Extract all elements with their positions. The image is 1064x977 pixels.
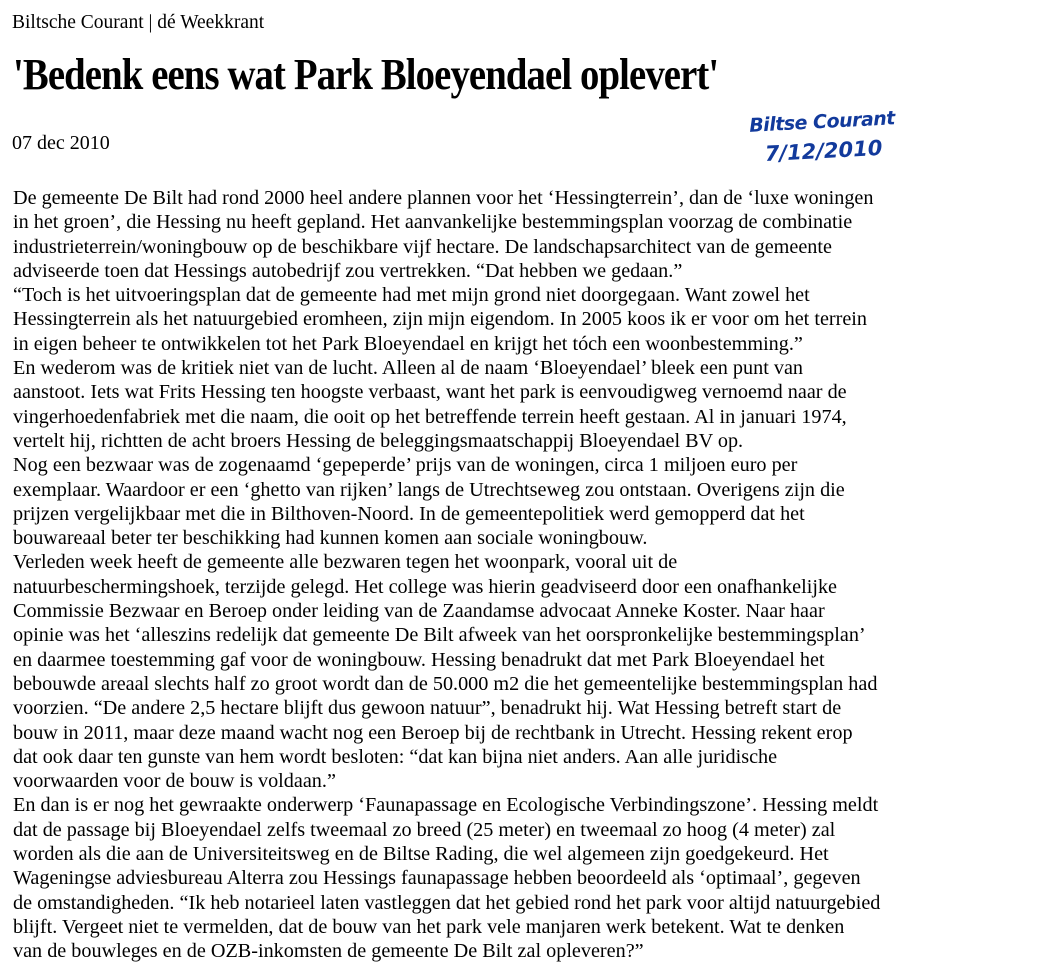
article-line: vingerhoedenfabriek met die naam, die ooit op het betreffende terrein heeft gestaan. Al in januari 1974, [13,405,847,428]
article-line: “Toch is het uitvoeringsplan dat de gemeente had met mijn grond niet doorgegaan. Want zowel het [13,284,810,307]
article-date: 07 dec 2010 [12,132,110,154]
article-line: blijft. Vergeet niet te vermelden, dat de bouw van het park vele manjaren werk betekent. Wat te denken [13,915,845,938]
handwritten-stamp [746,104,899,176]
article-line: En wederom was de kritiek niet van de lucht. Alleen al de naam ‘Bloeyendael’ bleek een punt van [13,357,804,380]
article-line: voorwaarden voor de bouw is voldaan.” [13,770,336,793]
article-line: De gemeente De Bilt had rond 2000 heel andere plannen voor het ‘Hessingterrein’, dan de ‘luxe woningen [13,187,874,209]
article-line: exemplaar. Waardoor er een ‘ghetto van rijken’ langs de Utrechtseweg zou ontstaan. Overigens zijn die [13,478,845,501]
article-line: bouwareaal beter ter beschikking had kunnen komen aan sociale woningbouw. [13,527,648,550]
article-line: adviseerde toen dat Hessings autobedrijf zou vertrekken. “Dat hebben we gedaan.” [13,259,683,282]
stamp-line-source: Biltse Courant [748,107,896,137]
masthead: Biltsche Courant | dé Weekkrant [12,12,265,33]
article-line: vertelt hij, richtten de acht broers Hessing de beleggingsmaatschappij Bloeyendael BV op. [13,429,744,452]
article-line: en daarmee toestemming gaf voor de woningbouw. Hessing benadrukt dat met Park Bloeyendael het [13,648,825,671]
article-line: in eigen beheer te ontwikkelen tot het Park Bloeyendael en krijgt het tóch een woonbestemming.” [13,332,803,355]
article-line: natuurbeschermingshoek, terzijde gelegd. Het college was hierin geadviseerd door een onafhankelijke [13,575,838,598]
article-line: voorzien. “De andere 2,5 hectare blijft dus gewoon natuur”, benadrukt hij. Wat Hessing betreft start de [13,697,842,720]
article-headline: 'Bedenk eens wat Park Bloeyendael oplevert' [13,50,719,99]
article-line: van de bouwleges en de OZB-inkomsten de gemeente De Bilt zal opleveren?” [13,940,644,963]
article-line: worden als die aan de Universiteitsweg en de Biltse Rading, die wel algemeen zijn goedgekeurd. Het [13,843,829,866]
article-line: de omstandigheden. “Ik heb notarieel laten vastleggen dat het gebied rond het park voor altijd natuurgebied [13,891,881,914]
article-line: En dan is er nog het gewraakte onderwerp ‘Faunapassage en Ecologische Verbindingszone’. Hessing meldt [13,794,879,817]
article-line: bebouwde areaal slechts half zo groot wordt dan de 50.000 m2 die het gemeentelijke bestemmingsplan had [13,672,878,695]
article-line: Nog een bezwaar was de zogenaamd ‘gepeperde’ prijs van de woningen, circa 1 miljoen euro per [13,454,798,477]
article-line: Wageningse adviesbureau Alterra zou Hessings faunapassage hebben beoordeeld als ‘optimaal’, gegeven [13,867,861,890]
article-line: prijzen vergelijkbaar met die in Bilthoven-Noord. In de gemeentepolitiek werd gemopperd dat het [13,502,805,525]
article-line: dat de passage bij Bloeyendael zelfs tweemaal zo breed (25 meter) en tweemaal zo hoog (4 meter) zal [13,818,836,841]
article-line: in het groen’, die Hessing nu heeft gepland. Het aanvankelijke bestemmingsplan voorzag de combinatie [13,211,853,234]
article-line: Verleden week heeft de gemeente alle bezwaren tegen het woonpark, vooral uit de [13,551,678,574]
article-line: aanstoot. Iets wat Frits Hessing ten hoogste verbaast, want het park is eenvoudigweg vernoemd naar de [13,381,847,404]
article-line: Hessingterrein als het natuurgebied eromheen, zijn mijn eigendom. In 2005 koos ik er voor om het terrein [13,308,868,331]
article-line: Commissie Bezwaar en Beroep onder leiding van de Zaandamse advocaat Anneke Koster. Naar haar [13,600,825,623]
stamp-line-date: 7/12/2010 [764,135,883,167]
article-line: opinie was het ‘alleszins redelijk dat gemeente De Bilt afweek van het oorspronkelijke bestemmingsplan’ [13,624,866,647]
article-line: industrieterrein/woningbouw op de beschikbare vijf hectare. De landschapsarchitect van de gemeente [13,235,832,258]
article-line: bouw in 2011, maar deze maand wacht nog een Beroep bij de rechtbank in Utrecht. Hessing rekent erop [13,721,853,744]
article-body [13,186,1058,964]
article-line: dat ook daar ten gunste van hem wordt besloten: “dat kan bijna niet anders. Aan alle juridische [13,745,778,768]
